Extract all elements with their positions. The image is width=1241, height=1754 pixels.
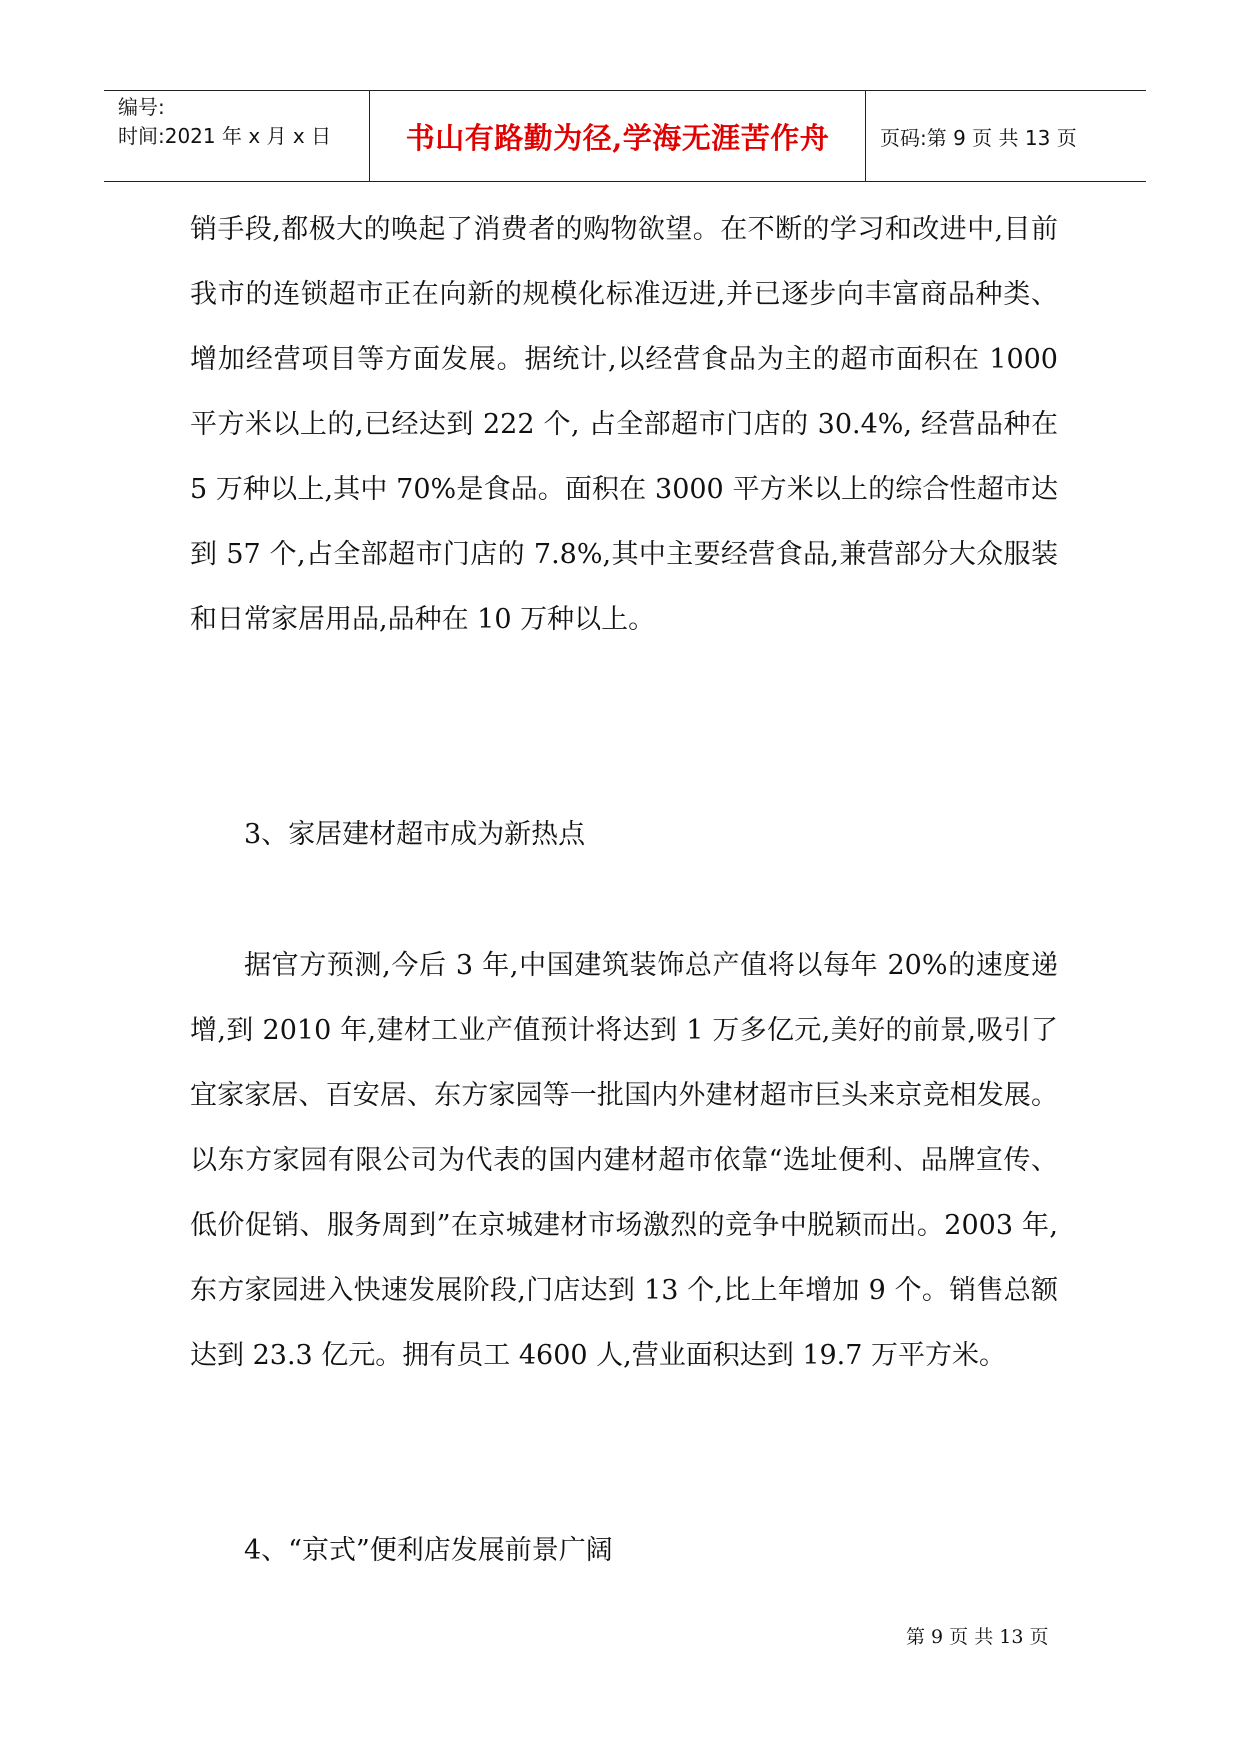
- paragraph-2-block: [190, 933, 1058, 1388]
- heading-4: 4、“京式”便利店发展前景广阔: [244, 1535, 613, 1566]
- paragraph-1: 销手段,都极大的唤起了消费者的购物欲望。在不断的学习和改进中,目前我市的连锁超市正在向新的规模化标准迈进,并已逐步向丰富商品种类、增加经营项目等方面发展。据统计,以经营食品为主的超市面积在 1000 平方米以上的,已经达到 222 个, 占全部超市门店的 30.4%, 经营品种在 5 万种以上,其中 70%是食品。面积在 3000 平方米以上的综合性超市达到 57 个,占全部超市门店的 7.8%,其中主要经营食品,兼营部分大众服装和日常家居用品,品种在 10 万种以上。: [190, 214, 1058, 635]
- heading-3-block: [190, 802, 1058, 867]
- number-label: 编号:: [118, 95, 165, 119]
- header-page-label: 页码:第 9 页 共 13 页: [880, 125, 1077, 150]
- heading-3: 3、家居建材超市成为新热点: [244, 819, 586, 850]
- page-footer: [906, 1622, 1048, 1649]
- header-page-info: [866, 91, 1146, 181]
- motto-text: 书山有路勤为径,学海无涯苦作舟: [405, 120, 830, 155]
- paragraph-1-block: [190, 197, 1058, 652]
- header-meta: [104, 91, 370, 181]
- time-label: 时间:2021 年 x 月 x 日: [118, 124, 332, 148]
- heading-4-block: [190, 1518, 1058, 1583]
- header-motto: [370, 91, 866, 181]
- page-header: [104, 90, 1146, 182]
- paragraph-2: 据官方预测,今后 3 年,中国建筑装饰总产值将以每年 20%的速度递增,到 2010 年,建材工业产值预计将达到 1 万多亿元,美好的前景,吸引了宜家家居、百安居、东方家园等一批国内外建材超市巨头来京竞相发展。以东方家园有限公司为代表的国内建材超市依靠“选址便利、品牌宣传、低价促销、服务周到”在京城建材市场激烈的竞争中脱颖而出。2003 年,东方家园进入快速发展阶段,门店达到 13 个,比上年增加 9 个。销售总额达到 23.3 亿元。拥有员工 4600 人,营业面积达到 19.7 万平方米。: [190, 950, 1058, 1371]
- footer-page-label: 第 9 页 共 13 页: [906, 1626, 1049, 1648]
